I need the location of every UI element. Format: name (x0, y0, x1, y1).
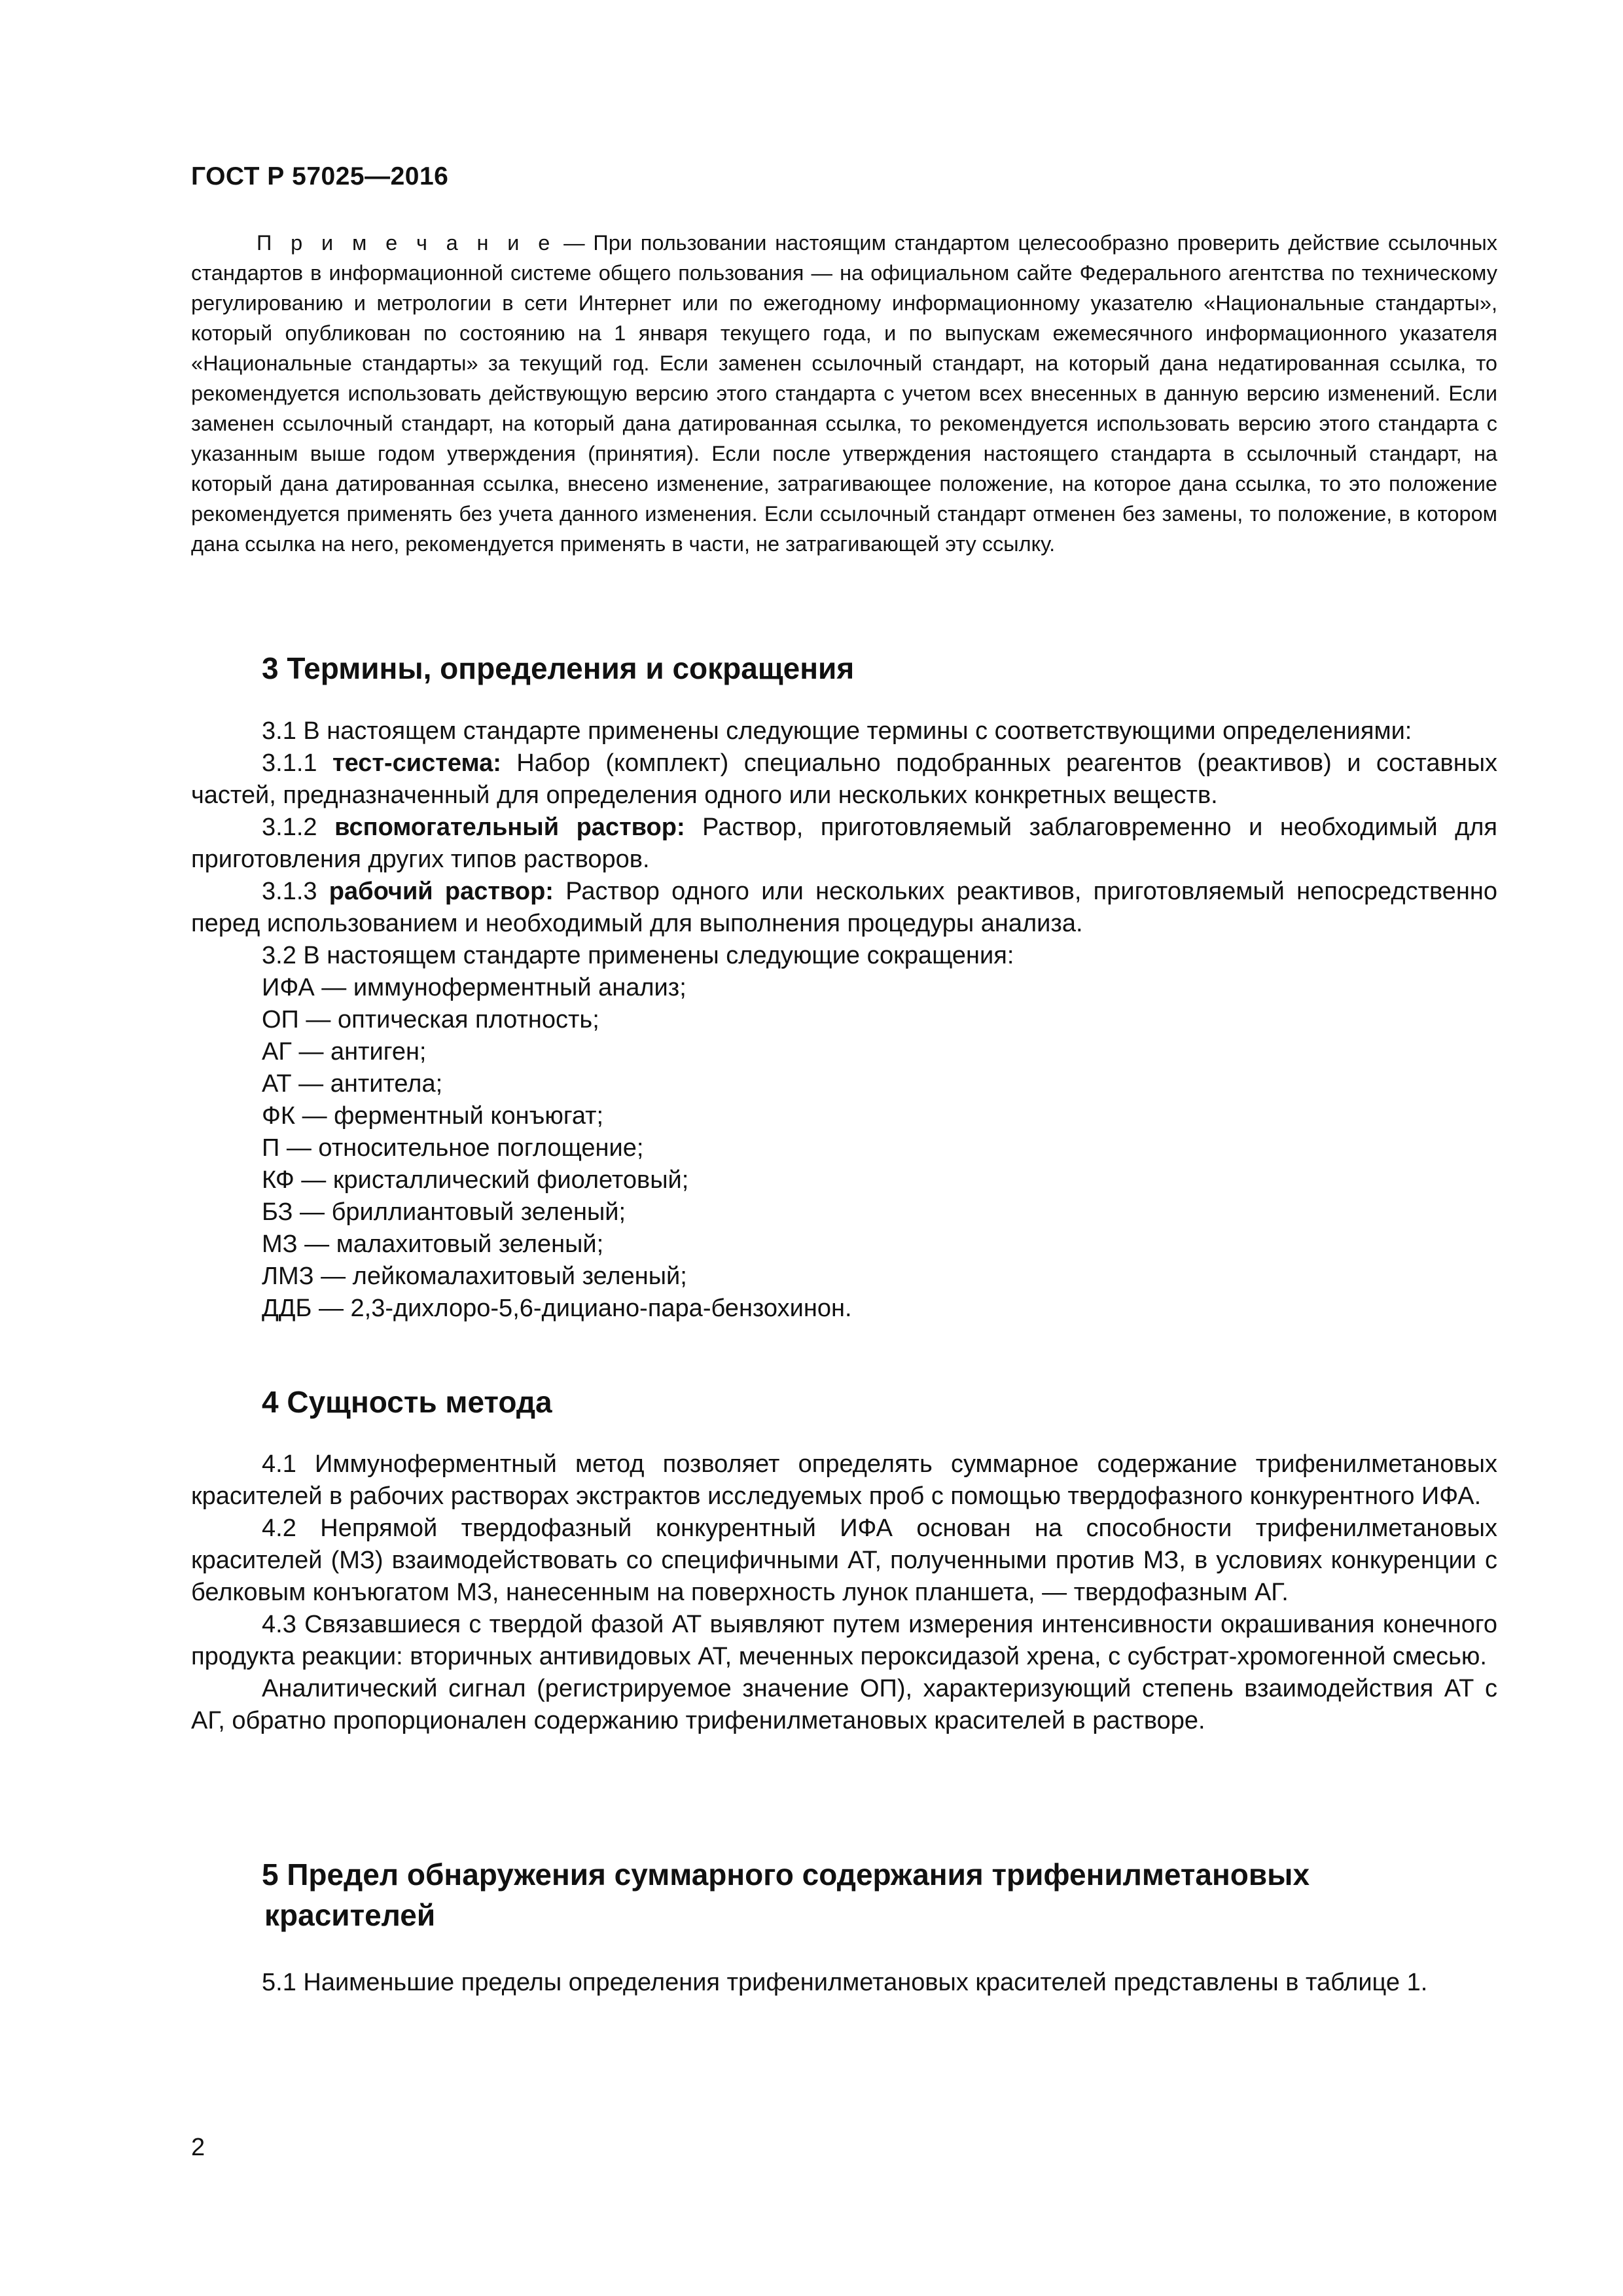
para-4-2: 4.2 Непрямой твердофазный конкурентный ИФА основан на способности трифенилметановых красителей (МЗ) взаимодействовать со специфичными АТ, полученными против МЗ, в условиях конкуренции с белковым конъюгатом МЗ, нанесенным на поверхность лунок планшета, — твердофазным АГ. (191, 1515, 1497, 1606)
note-text: — При пользовании настоящим стандартом целесообразно проверить действие ссылочных стандартов в информационной системе общего пользования — на официальном сайте Федерального агентства по техническому регулированию и метрологии в сети Интернет или по ежегодному информационному указателю «Национальные стандарты», который опубликован по состоянию на 1 января текущего года, и по выпускам ежемесячного информационного указателя «Национальные стандарты» за текущий год. Если заменен ссылочный стандарт, на который дана недатированная ссылка, то рекомендуется использовать действующую версию этого стандарта с учетом всех внесенных в данную версию изменений. Если заменен ссылочный стандарт, на который дана датированная ссылка, то рекомендуется использовать версию этого стандарта с указанным выше годом утверждения (принятия). Если после утверждения настоящего стандарта в ссылочный стандарт, на который дана датированная ссылка, внесено изменение, затрагивающее положение, на которое дана ссылка, то это положение рекомендуется применять без учета данного изменения. Если ссылочный стандарт отменен без замены, то положение, в котором дана ссылка на него, рекомендуется применять в части, не затрагивающей эту ссылку. (191, 231, 1497, 556)
term-definition: Раствор одного или нескольких реактивов, приготовляемый непосредственно перед использованием и необходимый для выполнения процедуры анализа. (191, 878, 1497, 937)
abbreviation-item: П — относительное поглощение; (262, 1134, 644, 1162)
abbreviation-item: ФК — ферментный конъюгат; (262, 1102, 604, 1130)
term-definition: Раствор, приготовляемый заблаговременно и необходимый для приготовления других типов растворов. (191, 814, 1498, 873)
para-3-2: 3.2 В настоящем стандарте применены следующие сокращения: (262, 942, 1014, 969)
term-number: 3.1.1 (262, 749, 332, 777)
term-name: рабочий раствор: (329, 878, 554, 905)
term-name: тест-система: (332, 749, 501, 777)
abbreviation-item: МЗ — малахитовый зеленый; (262, 1230, 604, 1258)
para-4-3: 4.3 Связавшиеся с твердой фазой АТ выявляют путем измерения интенсивности окрашивания конечного продукта реакции: вторичных антивидовых АТ, меченных пероксидазой хрена, с субстрат-хромогенной смесью. (191, 1611, 1497, 1670)
abbreviation-item: АГ — антиген; (262, 1038, 427, 1066)
term-number: 3.1.3 (262, 878, 329, 905)
term-3-1-2 (191, 812, 1497, 876)
abbreviation-item: БЗ — бриллиантовый зеленый; (262, 1198, 626, 1226)
reference-note (191, 228, 1497, 559)
term-name: вспомогательный раствор: (334, 814, 685, 841)
term-number: 3.1.2 (262, 814, 335, 841)
para-3-1: 3.1 В настоящем стандарте применены следующие термины с соответствующими определениями: (262, 717, 1412, 745)
para-4-4: Аналитический сигнал (регистрируемое значение ОП), характеризующий степень взаимодействия АТ с АГ, обратно пропорционален содержанию трифенилметановых красителей в растворе. (191, 1675, 1497, 1734)
section-3-body (191, 715, 1497, 1325)
term-3-1-3 (191, 876, 1497, 940)
section-4-heading: 4 Сущность метода (262, 1385, 552, 1419)
abbreviation-item: КФ — кристаллический фиолетовый; (262, 1166, 689, 1194)
section-5-heading-line2: красителей (264, 1898, 436, 1932)
abbreviation-item: ИФА — иммуноферментный анализ; (262, 974, 687, 1001)
section-5-body (191, 1967, 1497, 1999)
abbreviation-item: ЛМЗ — лейкомалахитовый зеленый; (262, 1263, 687, 1290)
abbreviation-item: АТ — антитела; (262, 1070, 443, 1098)
abbreviation-item: ДДБ — 2,3-дихлоро-5,6-дициано-пара-бензохинон. (262, 1295, 852, 1322)
para-5-1: 5.1 Наименьшие пределы определения трифенилметановых красителей представлены в таблице 1. (262, 1969, 1428, 1996)
section-5-heading-line1: 5 Предел обнаружения суммарного содержания трифенилметановых (262, 1857, 1310, 1892)
note-label: П р и м е ч а н и е (257, 231, 556, 255)
term-definition: Набор (комплект) специально подобранных реагентов (реактивов) и составных частей, предназначенный для определения одного или нескольких конкретных веществ. (191, 749, 1498, 809)
section-3-heading: 3 Термины, определения и сокращения (262, 651, 855, 685)
para-4-1: 4.1 Иммуноферментный метод позволяет определять суммарное содержание трифенилметановых красителей в рабочих растворах экстрактов исследуемых проб с помощью твердофазного конкурентного ИФА. (191, 1450, 1497, 1510)
abbreviation-item: ОП — оптическая плотность; (262, 1006, 599, 1033)
term-3-1-1 (191, 747, 1497, 812)
document-header: ГОСТ Р 57025—2016 (191, 162, 449, 190)
page-number: 2 (191, 2134, 205, 2161)
section-5-heading (262, 1854, 1505, 1935)
section-4-body (191, 1448, 1497, 1737)
